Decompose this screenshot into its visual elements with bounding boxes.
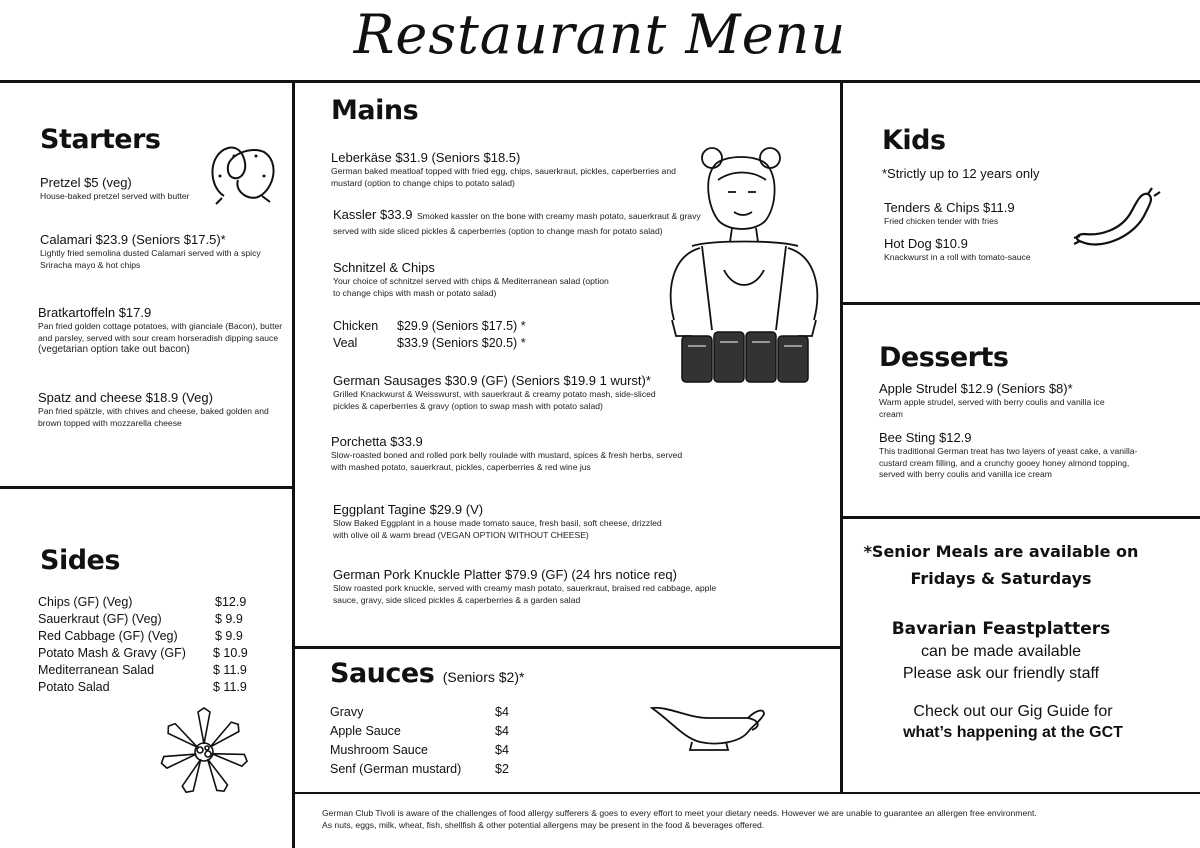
list-item [330,722,530,741]
item-description: Pan fried golden cottage potatoes, with gianciale (Bacon), butter and parsley, served with sour cream horseradish dipping sauce [38,321,283,343]
item-description: Warm apple strudel, served with berry coulis and vanilla ice cream [879,397,1105,419]
item-name: Hot Dog $10.9 [884,236,968,251]
senior-line: *Senior Meals are available on [863,542,1139,561]
list-item [38,628,268,645]
item-price: $2 [495,762,509,776]
feastplatters-notice [846,617,1156,685]
item-name: Potato Salad [38,680,110,694]
item-name: Potato Mash & Gravy (GF) [38,646,186,660]
main-item [333,502,663,541]
item-name: Chips (GF) (Veg) [38,595,133,609]
item-name: German Sausages $30.9 (GF) (Seniors $19.9 1 wurst)* [333,373,651,388]
divider [0,486,294,489]
menu-title: Restaurant Menu [353,3,847,66]
item-price: $4 [495,705,509,719]
gig-line: what’s happening at the GCT [903,724,1123,741]
item-price: $ 10.9 [213,646,248,660]
item-name: Calamari $23.9 (Seniors $17.5)* [40,232,226,247]
edelweiss-icon [158,706,250,798]
item-name: Spatz and cheese $18.9 (Veg) [38,390,213,405]
item-name: Sauerkraut (GF) (Veg) [38,612,162,626]
item-description: Your choice of schnitzel served with chips & Mediterranean salad (option to change chips with mash or potato salad) [333,276,609,298]
item-name: Pretzel $5 (veg) [40,175,132,190]
item-description: Knackwurst in a roll with tomato-sauce [884,252,1031,262]
item-name: Schnitzel & Chips [333,260,435,275]
item-price: $ 9.9 [215,612,243,626]
divider [842,516,1200,519]
disclaimer-line: As nuts, eggs, milk, wheat, fish, shellfish & other potential allergens may be present in the food & beverages offered. [322,820,765,830]
item-description: German baked meatloaf topped with fried egg, chips, sauerkraut, pickles, caperberries and mustard (option to change chips to potato salad) [331,166,676,188]
list-item [330,741,530,760]
option-price: $33.9 (Seniors $20.5) * [397,336,526,350]
divider [294,646,842,649]
sauces-title [330,658,524,689]
list-item [330,760,530,779]
item-description: This traditional German treat has two layers of yeast cake, a vanilla-custard cream filling, and a crunchy gooey honey almond topping, served with berry coulis and vanilla ice cream [879,446,1138,479]
list-item [38,679,268,696]
schnitzel-options [333,318,573,352]
item-price: $12.9 [215,595,247,609]
kids-note: *Strictly up to 12 years only [882,166,1040,181]
item-name: Red Cabbage (GF) (Veg) [38,629,178,643]
disclaimer-line: German Club Tivoli is aware of the challenges of food allergy sufferers & goes to every effort to meet your dietary needs. However we are unable to guarantee an allergen free environment. [322,808,1037,818]
option-name: Veal [333,336,358,350]
starter-item [40,232,275,271]
item-name: Mushroom Sauce [330,743,428,757]
item-description: Pan fried spätzle, with chives and cheese, baked golden and brown topped with mozzarella cheese [38,406,269,428]
senior-line: Fridays & Saturdays [910,569,1092,588]
item-name: Bee Sting $12.9 [879,430,972,445]
item-name: Porchetta $33.9 [331,434,423,449]
allergen-disclaimer [322,807,1192,831]
sides-list [38,594,268,696]
item-name: German Pork Knuckle Platter $79.9 (GF) (24 hrs notice req) [333,567,677,582]
list-item [38,611,268,628]
item-note: (vegetarian option take out bacon) [38,344,190,355]
feast-line: can be made available [920,643,1082,660]
item-description: Grilled Knackwurst & Weisswurst, with sauerkraut & creamy potato mash, side-sliced pickles & caperberries & gravy (option to swap mash with potato salad) [333,389,656,411]
kids-heading: Kids [882,125,946,156]
feast-line: Please ask our friendly staff [902,665,1100,682]
item-description: Slow Baked Eggplant in a house made tomato sauce, fresh basil, soft cheese, drizzled with olive oil & warm bread (VEGAN OPTION WITHOUT CHEESE) [333,518,662,540]
starter-item [40,175,280,203]
item-description: Fried chicken tender with fries [884,216,999,226]
list-item [330,703,530,722]
starters-heading: Starters [40,124,161,155]
mains-heading: Mains [331,95,419,126]
senior-notice [846,538,1156,592]
item-price: $4 [495,743,509,757]
gig-line: Check out our Gig Guide for [913,703,1113,720]
item-description: House-baked pretzel served with butter [40,191,190,201]
item-description: Lightly fried semolina dusted Calamari served with a spicy Sriracha mayo & hot chips [40,248,261,270]
divider [294,792,1200,794]
list-item [333,318,573,335]
waitress-illustration [652,140,838,390]
gravy-boat-icon [648,696,768,752]
main-item [333,567,718,606]
item-name: Gravy [330,705,364,719]
starter-item [38,390,278,429]
item-price: $ 11.9 [213,663,247,677]
item-name: Apple Strudel $12.9 (Seniors $8)* [879,381,1073,396]
dessert-item [879,430,1144,481]
item-name: Apple Sauce [330,724,401,738]
item-name: Mediterranean Salad [38,663,155,677]
sauces-heading: Sauces [330,658,435,689]
item-description: served with side sliced pickles & caperberries (option to change mash for potato salad) [333,226,663,236]
sausage-icon [1070,186,1166,262]
list-item [333,335,573,352]
divider [292,80,295,848]
divider [840,80,843,792]
divider [842,302,1200,305]
list-item [38,662,268,679]
item-name: Tenders & Chips $11.9 [884,200,1015,215]
sauces-note: (Seniors $2)* [442,669,525,685]
sauces-list [330,703,530,779]
item-name: Bratkartoffeln $17.9 [38,305,152,320]
dessert-item [879,381,1119,420]
item-description: Slow roasted pork knuckle, served with creamy mash potato, sauerkraut, braised red cabbage, apple sauce, gravy, side sliced pickles & caperberries & a garden salad [333,583,717,605]
main-item [331,434,686,473]
list-item [38,594,268,611]
item-description: Smoked kassler on the bone with creamy mash potato, sauerkraut & gravy [416,211,701,221]
item-name: Senf (German mustard) [330,762,462,776]
item-price: $ 11.9 [213,680,247,694]
starter-item [38,305,283,356]
main-item [331,150,686,189]
gig-guide-notice [858,701,1168,743]
item-name: Kassler $33.9 [333,207,413,222]
list-item [38,645,268,662]
feast-title: Bavarian Feastplatters [891,619,1111,639]
divider [0,80,1200,83]
main-item [333,260,613,299]
option-price: $29.9 (Seniors $17.5) * [397,319,526,333]
item-name: Leberkäse $31.9 (Seniors $18.5) [331,150,521,165]
item-name: Eggplant Tagine $29.9 (V) [333,502,484,517]
option-name: Chicken [333,319,379,333]
sides-heading: Sides [40,545,120,576]
item-description: Slow-roasted boned and rolled pork belly roulade with mustard, spices & fresh herbs, served with mashed potato, sauerkraut, pickles, caperberries & red wine jus [331,450,683,472]
item-price: $4 [495,724,509,738]
main-item [333,373,663,412]
desserts-heading: Desserts [879,342,1009,373]
item-price: $ 9.9 [215,629,243,643]
